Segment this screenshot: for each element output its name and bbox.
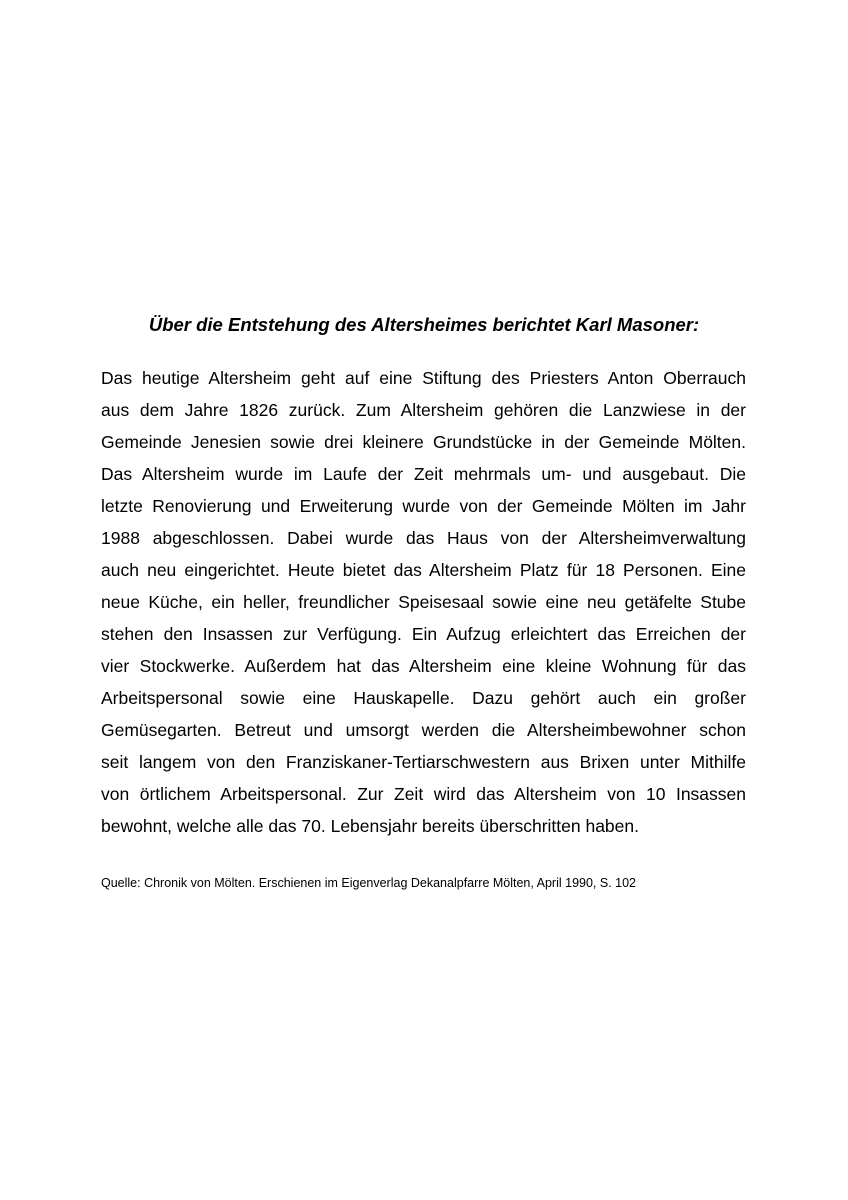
body-line: stehen den Insassen zur Verfügung. Ein Aufzug erleichtert das Erreichen der: [101, 624, 746, 644]
body-line: bewohnt, welche alle das 70. Lebensjahr bereits überschritten haben.: [101, 816, 639, 836]
body-line: aus dem Jahre 1826 zurück. Zum Altersheim gehören die Lanzwiese in der: [101, 400, 746, 420]
body-line: Das Altersheim wurde im Laufe der Zeit mehrmals um- und ausgebaut. Die: [101, 464, 746, 484]
body-line: Arbeitspersonal sowie eine Hauskapelle. Dazu gehört auch ein großer: [101, 688, 746, 708]
document-title: Über die Entstehung des Altersheimes berichtet Karl Masoner:: [148, 314, 700, 335]
source-citation: Quelle: Chronik von Mölten. Erschienen im Eigenverlag Dekanalpfarre Mölten, April 1990, S. 102: [101, 876, 637, 890]
body-paragraph: [101, 362, 746, 842]
body-line: vier Stockwerke. Außerdem hat das Altersheim eine kleine Wohnung für das: [101, 656, 746, 676]
body-line: Gemeinde Jenesien sowie drei kleinere Grundstücke in der Gemeinde Mölten.: [101, 432, 746, 452]
body-line: seit langem von den Franziskaner-Tertiarschwestern aus Brixen unter Mithilfe: [101, 752, 746, 772]
body-line: Das heutige Altersheim geht auf eine Stiftung des Priesters Anton Oberrauch: [101, 368, 746, 388]
body-line: von örtlichem Arbeitspersonal. Zur Zeit wird das Altersheim von 10 Insassen: [101, 784, 746, 804]
body-line: letzte Renovierung und Erweiterung wurde von der Gemeinde Mölten im Jahr: [101, 496, 746, 516]
body-line: neue Küche, ein heller, freundlicher Speisesaal sowie eine neu getäfelte Stube: [101, 592, 746, 612]
body-line: Gemüsegarten. Betreut und umsorgt werden die Altersheimbewohner schon: [101, 720, 746, 740]
body-line: auch neu eingerichtet. Heute bietet das Altersheim Platz für 18 Personen. Eine: [101, 560, 746, 580]
body-line: 1988 abgeschlossen. Dabei wurde das Haus von der Altersheimverwaltung: [101, 528, 746, 548]
